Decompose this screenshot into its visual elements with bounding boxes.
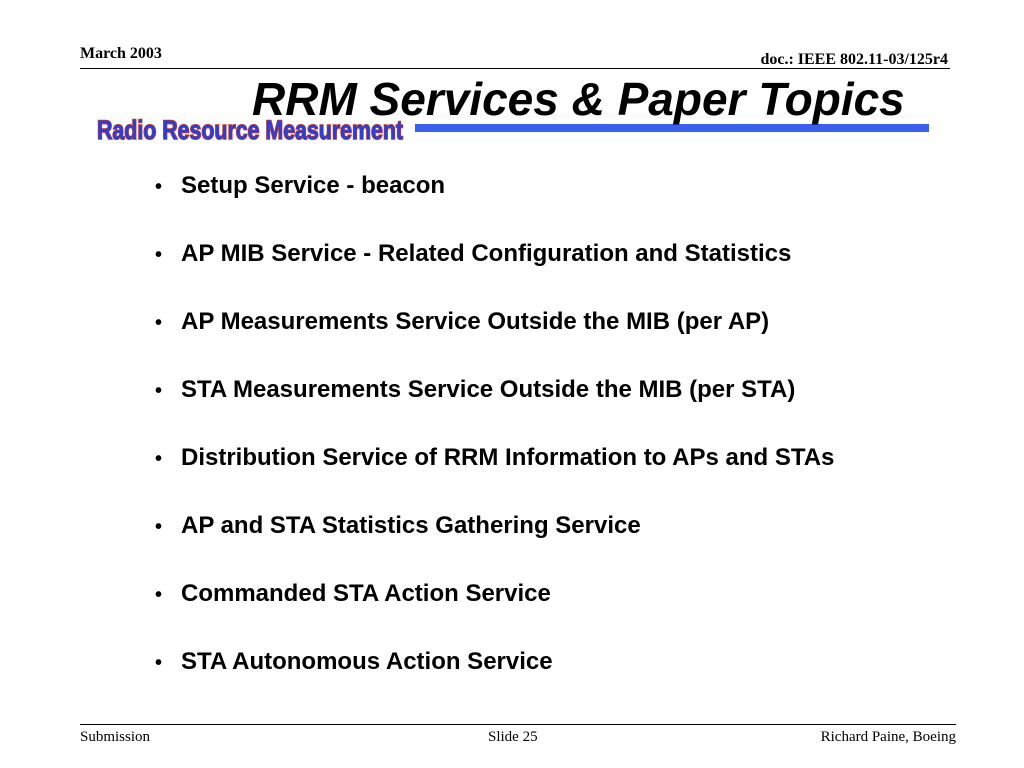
bullet-text: Distribution Service of RRM Information to APs and STAs bbox=[181, 444, 835, 471]
bullet-text: AP MIB Service - Related Configuration and Statistics bbox=[181, 240, 792, 267]
bullet-glyph: • bbox=[155, 584, 163, 606]
bullet-item bbox=[155, 575, 834, 643]
bullet-item bbox=[155, 235, 834, 303]
bullet-item bbox=[155, 303, 834, 371]
bullet-glyph: • bbox=[155, 516, 163, 538]
bullet-text: AP and STA Statistics Gathering Service bbox=[181, 512, 641, 539]
bullet-text: Setup Service - beacon bbox=[181, 172, 446, 199]
header-doc-id: doc.: IEEE 802.11-03/125r4 bbox=[760, 51, 948, 68]
slide-title: RRM Services & Paper Topics bbox=[252, 73, 905, 125]
bullet-text: Commanded STA Action Service bbox=[181, 580, 551, 607]
bullet-item bbox=[155, 439, 834, 507]
logo-text: Radio Resource Measurement bbox=[97, 115, 404, 145]
bullet-text: STA Measurements Service Outside the MIB (per STA) bbox=[181, 376, 796, 403]
bullet-text: AP Measurements Service Outside the MIB (per AP) bbox=[181, 308, 770, 335]
bullet-item bbox=[155, 507, 834, 575]
bullet-glyph: • bbox=[155, 652, 163, 674]
header-divider bbox=[80, 68, 950, 69]
bullet-glyph: • bbox=[155, 380, 163, 402]
footer-slide-number: Slide 25 bbox=[488, 729, 538, 745]
bullet-glyph: • bbox=[155, 448, 163, 470]
footer-submission: Submission bbox=[80, 729, 151, 745]
bullet-glyph: • bbox=[155, 244, 163, 266]
bullet-item bbox=[155, 167, 834, 235]
bullet-text: STA Autonomous Action Service bbox=[181, 648, 553, 675]
bullet-item bbox=[155, 643, 834, 711]
header-date: March 2003 bbox=[80, 45, 162, 62]
footer-divider bbox=[80, 724, 956, 725]
bullet-glyph: • bbox=[155, 176, 163, 198]
bullet-list bbox=[155, 167, 834, 711]
bullet-glyph: • bbox=[155, 312, 163, 334]
footer-author: Richard Paine, Boeing bbox=[820, 729, 956, 745]
bullet-item bbox=[155, 371, 834, 439]
